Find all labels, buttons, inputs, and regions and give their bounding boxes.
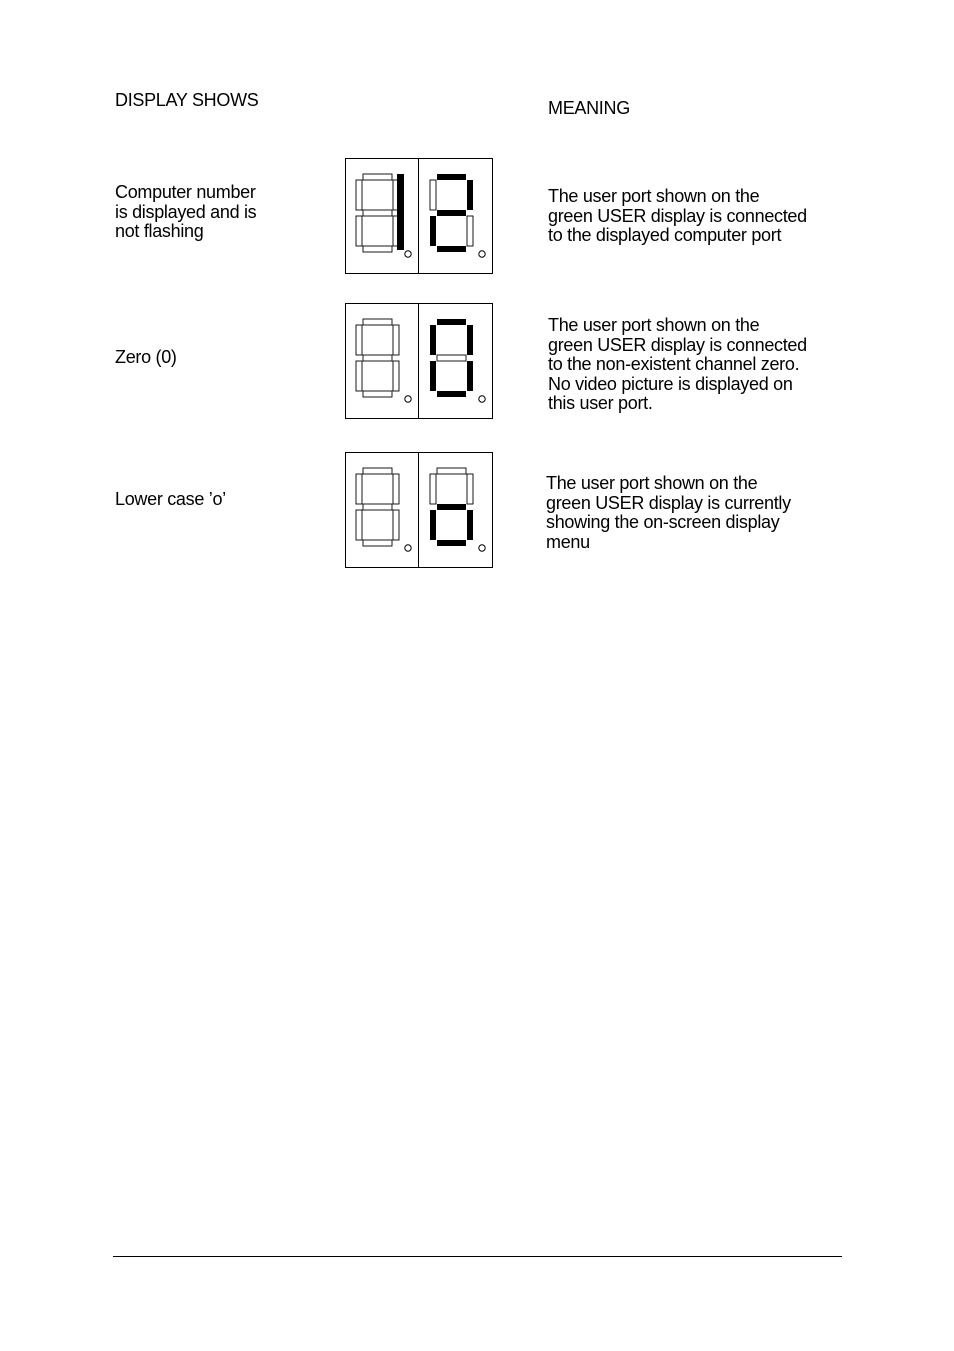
seven-segment-display-lower-case-o <box>345 452 493 568</box>
seven-segment-display-computer-number <box>345 158 493 274</box>
segment-upper-right-unlit <box>393 325 399 355</box>
seven-segment-svg <box>345 452 493 568</box>
segment-upper-left-unlit <box>430 180 436 210</box>
decimal-point-dot <box>405 545 411 551</box>
segment-top-lit <box>437 319 466 325</box>
segment-middle-unlit <box>363 210 392 216</box>
segment-lower-right-unlit <box>393 361 399 391</box>
condition-lower-case-o: Lower case ’o’ <box>115 489 226 509</box>
segment-bottom-lit <box>437 540 466 546</box>
segment-lower-left-unlit <box>356 216 362 246</box>
segment-lower-left-lit <box>430 216 436 246</box>
segment-middle-lit <box>437 504 466 510</box>
segment-lower-left-lit <box>430 361 436 391</box>
segment-upper-left-unlit <box>430 474 436 504</box>
decimal-point-dot <box>405 396 411 402</box>
segment-top-unlit <box>437 468 466 474</box>
seven-segment-svg <box>345 158 493 274</box>
footer-rule <box>113 1256 842 1257</box>
segment-middle-unlit <box>437 355 466 361</box>
segment-bottom-unlit <box>363 246 392 252</box>
segment-lower-left-unlit <box>356 510 362 540</box>
segment-upper-right-lit <box>467 180 473 210</box>
seven-segment-svg <box>345 303 493 419</box>
meaning-lower-case-o: The user port shown on the green USER display is currently showing the on-screen display menu <box>546 473 791 552</box>
segment-middle-lit <box>437 210 466 216</box>
seven-segment-display-zero <box>345 303 493 419</box>
segment-middle-unlit <box>363 355 392 361</box>
segment-right-bar-lit <box>397 174 404 250</box>
meaning-computer-number: The user port shown on the green USER display is connected to the displayed computer port <box>548 186 807 245</box>
segment-upper-right-unlit <box>393 474 399 504</box>
segment-middle-unlit <box>363 504 392 510</box>
segment-top-lit <box>437 174 466 180</box>
segment-bottom-lit <box>437 246 466 252</box>
segment-bottom-lit <box>437 391 466 397</box>
decimal-point-dot <box>479 396 485 402</box>
segment-lower-right-lit <box>467 510 473 540</box>
segment-top-unlit <box>363 319 392 325</box>
decimal-point-dot <box>405 251 411 257</box>
segment-lower-left-unlit <box>356 361 362 391</box>
segment-upper-left-lit <box>430 325 436 355</box>
segment-upper-left-unlit <box>356 325 362 355</box>
segment-bottom-unlit <box>363 391 392 397</box>
segment-bottom-unlit <box>363 540 392 546</box>
decimal-point-dot <box>479 251 485 257</box>
header-meaning: MEANING <box>548 98 630 118</box>
condition-computer-number: Computer number is displayed and is not flashing <box>115 182 257 241</box>
segment-lower-left-lit <box>430 510 436 540</box>
segment-upper-left-unlit <box>356 180 362 210</box>
meaning-zero: The user port shown on the green USER display is connected to the non-existent channel zero. No video picture is displayed on this user port. <box>548 315 807 413</box>
header-display-shows: DISPLAY SHOWS <box>115 90 259 110</box>
segment-upper-right-lit <box>467 325 473 355</box>
segment-lower-right-unlit <box>393 510 399 540</box>
segment-lower-right-unlit <box>467 216 473 246</box>
segment-lower-right-lit <box>467 361 473 391</box>
decimal-point-dot <box>479 545 485 551</box>
segment-upper-left-unlit <box>356 474 362 504</box>
segment-top-unlit <box>363 174 392 180</box>
condition-zero: Zero (0) <box>115 347 177 367</box>
segment-upper-right-unlit <box>467 474 473 504</box>
segment-top-unlit <box>363 468 392 474</box>
